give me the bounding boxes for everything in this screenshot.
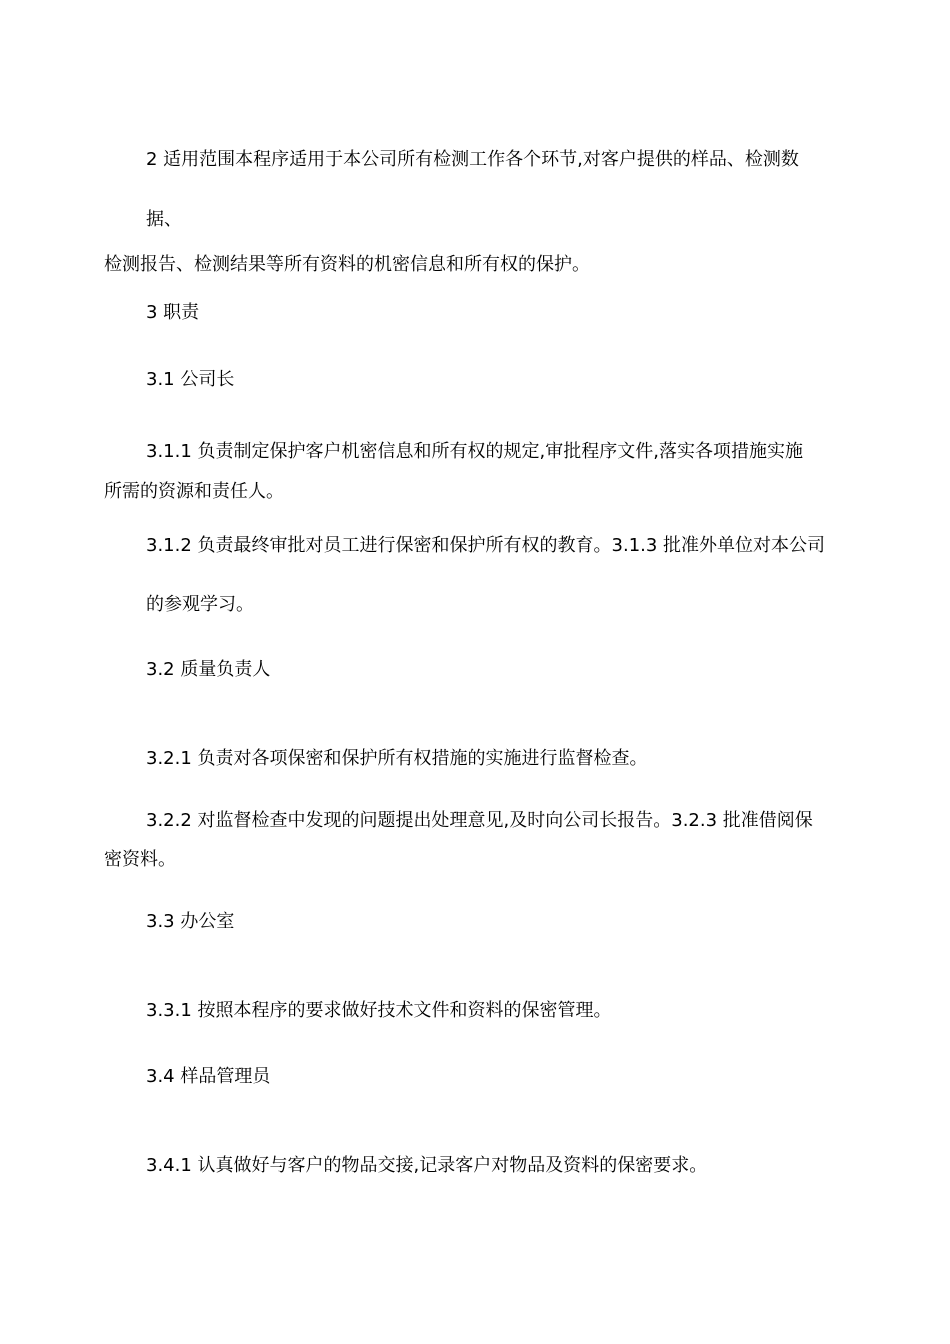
paragraph-scope-line-3: 检测报告、检测结果等所有资料的机密信息和所有权的保护。 <box>104 254 590 275</box>
paragraph-scope-line-1: 2 适用范围本程序适用于本公司所有检测工作各个环节,对客户提供的样品、检测数 <box>146 149 799 170</box>
heading-responsibilities: 3 职责 <box>146 302 200 323</box>
heading-3-2: 3.2 质量负责人 <box>146 659 271 680</box>
paragraph-scope-line-2: 据、 <box>146 209 182 230</box>
item-3-3-1: 3.3.1 按照本程序的要求做好技术文件和资料的保密管理。 <box>146 1000 612 1021</box>
item-3-2-1: 3.2.1 负责对各项保密和保护所有权措施的实施进行监督检查。 <box>146 748 648 769</box>
item-3-1-1-line-1: 3.1.1 负责制定保护客户机密信息和所有权的规定,审批程序文件,落实各项措施实施 <box>146 441 803 462</box>
item-3-1-1-line-2: 所需的资源和责任人。 <box>104 481 284 502</box>
item-3-2-2-line-2: 密资料。 <box>104 849 176 870</box>
item-3-1-2-line-2: 的参观学习。 <box>146 594 254 615</box>
heading-3-3: 3.3 办公室 <box>146 911 235 932</box>
heading-3-4: 3.4 样品管理员 <box>146 1066 271 1087</box>
item-3-1-2-line-1: 3.1.2 负责最终审批对员工进行保密和保护所有权的教育。3.1.3 批准外单位对本公司 <box>146 535 826 556</box>
item-3-2-2-line-1: 3.2.2 对监督检查中发现的问题提出处理意见,及时向公司长报告。3.2.3 批准借阅保 <box>146 810 813 831</box>
item-3-4-1: 3.4.1 认真做好与客户的物品交接,记录客户对物品及资料的保密要求。 <box>146 1155 708 1176</box>
heading-3-1: 3.1 公司长 <box>146 369 235 390</box>
